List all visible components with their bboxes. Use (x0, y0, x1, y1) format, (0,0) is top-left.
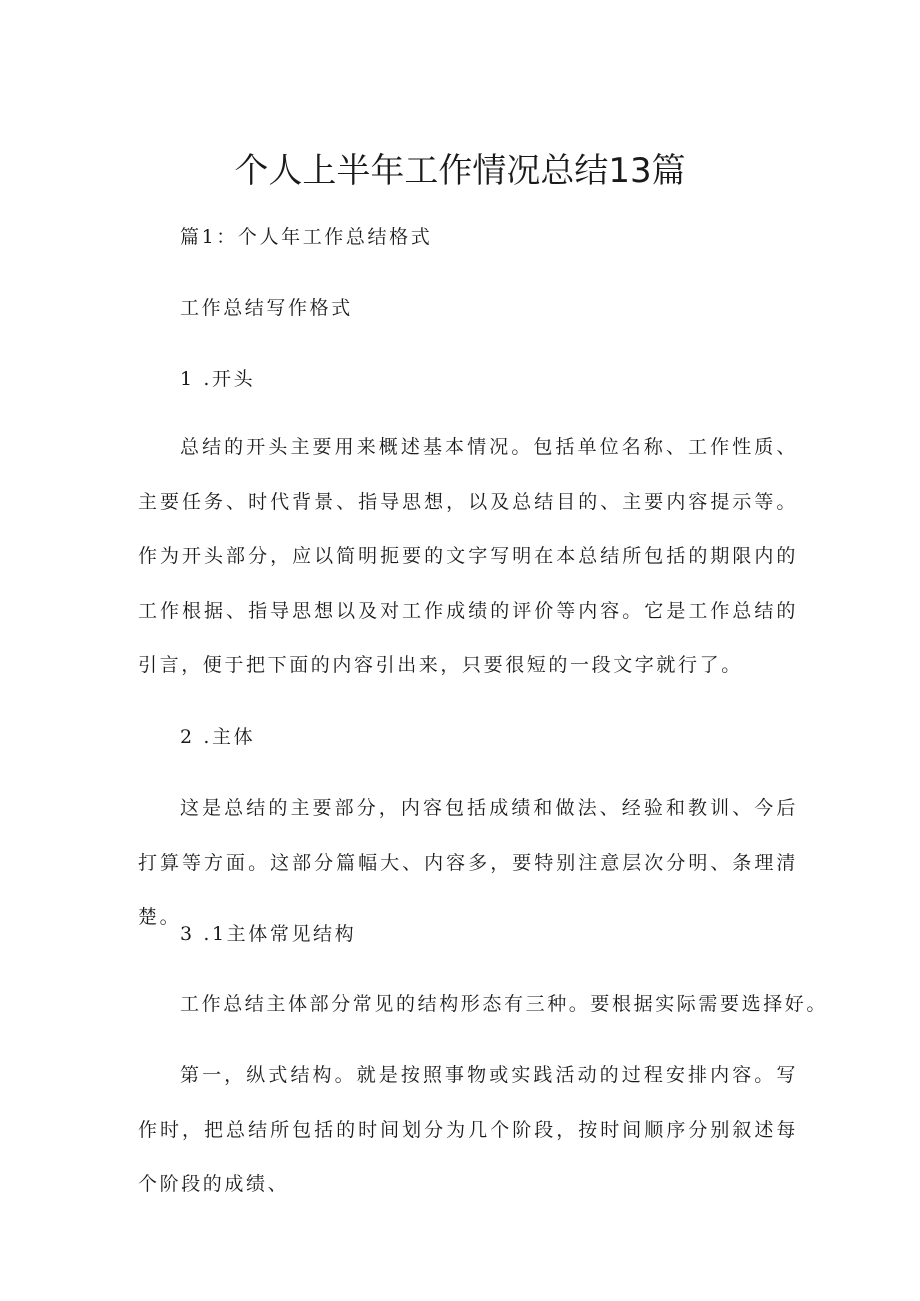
paragraph-main-body: 这是总结的主要部分，内容包括成绩和做法、经验和教训、今后打算等方面。这部分篇幅大、内容多，要特别注意层次分明、条理清楚。 (138, 797, 798, 928)
paragraph-structure-intro: 工作总结主体部分常见的结构形态有三种。要根据实际需要选择好。 (180, 993, 829, 1015)
paragraph-vertical-structure: 第一，纵式结构。就是按照事物或实践活动的过程安排内容。写作时，把总结所包括的时间划分为几个阶段，按时间顺序分别叙述每个阶段的成绩、 (138, 1064, 798, 1195)
paragraph-opening: 总结的开头主要用来概述基本情况。包括单位名称、工作性质、主要任务、时代背景、指导思想，以及总结目的、主要内容提示等。作为开头部分，应以简明扼要的文字写明在本总结所包括的期限内的工作根据、指导思想以及对工作成绩的评价等内容。它是工作总结的引言，便于把下面的内容引出来，只要很短的一段文字就行了。 (138, 436, 798, 676)
section-heading-main-body: 2 .主体 (180, 726, 256, 748)
document-title: 个人上半年工作情况总结13篇 (234, 151, 686, 191)
section-heading-chapter-1: 篇1：个人年工作总结格式 (180, 226, 433, 248)
section-heading-format: 工作总结写作格式 (180, 297, 353, 319)
section-heading-structure: 3 .1主体常见结构 (180, 923, 357, 945)
section-heading-opening: 1 .开头 (180, 368, 256, 390)
